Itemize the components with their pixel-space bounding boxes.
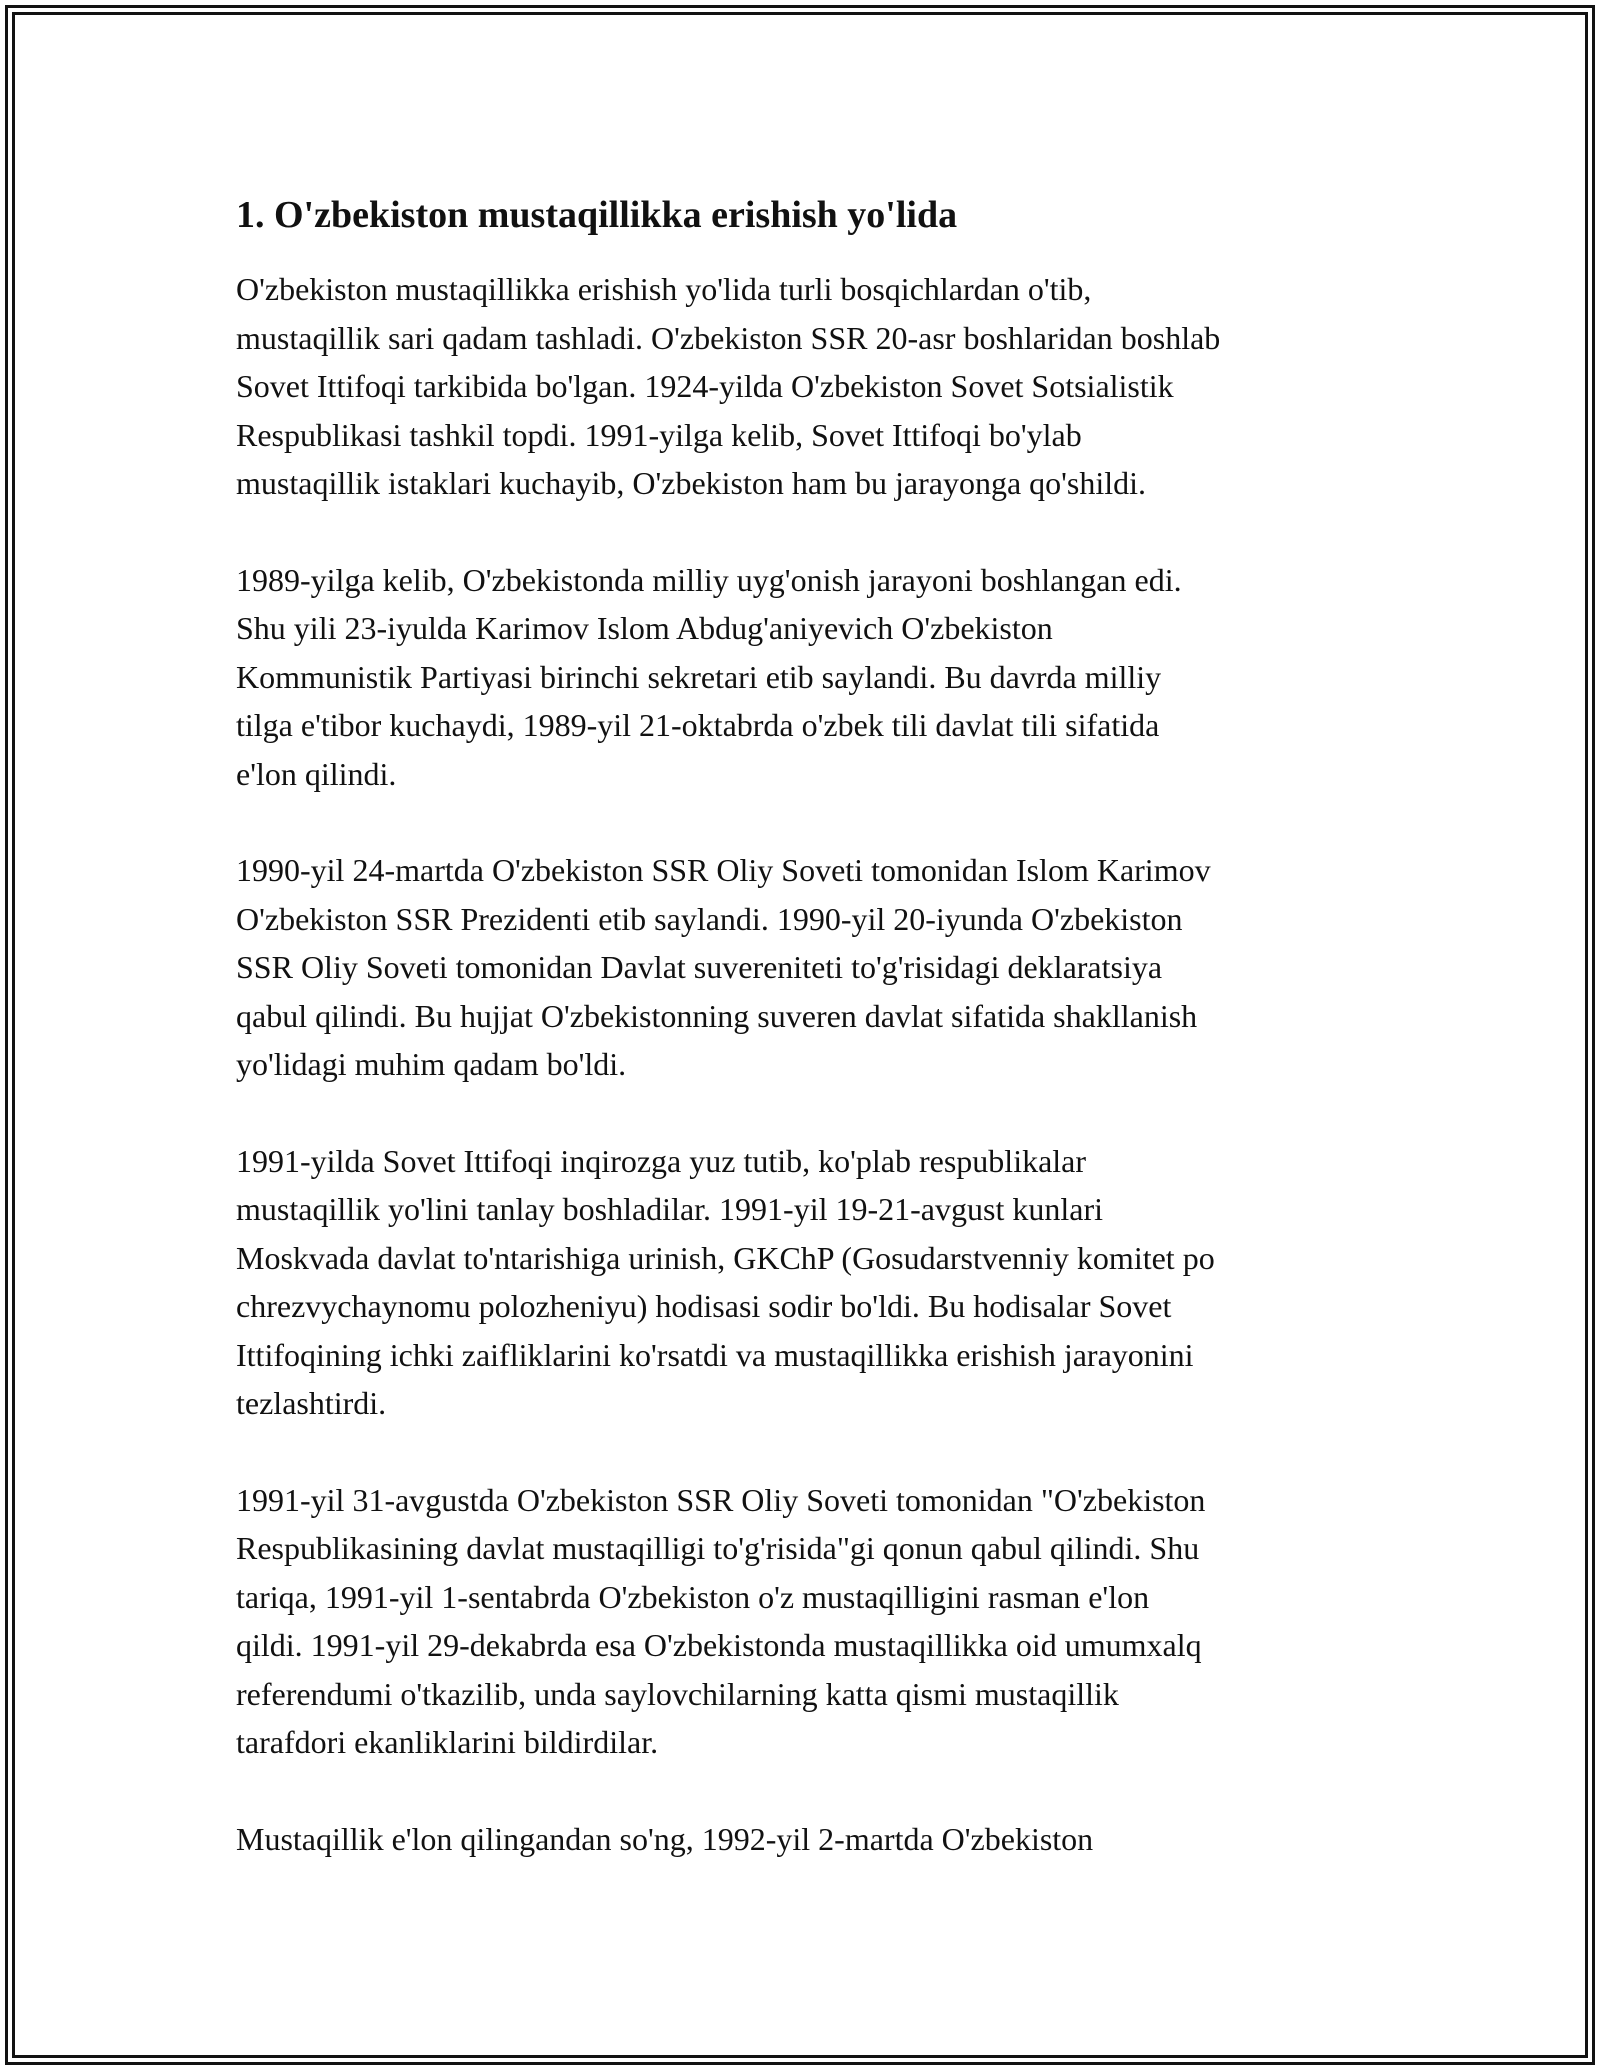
paragraph-line: qildi. 1991-yil 29-dekabrda esa O'zbekistonda mustaqillikka oid umumxalq <box>236 1627 1202 1663</box>
paragraph-line: yo'lidagi muhim qadam bo'ldi. <box>236 1046 627 1082</box>
paragraph-line: referendumi o'tkazilib, unda saylovchilarning katta qismi mustaqillik <box>236 1675 1119 1712</box>
paragraph-line: Mustaqillik e'lon qilingandan so'ng, 1992-yil 2-martda O'zbekiston <box>236 1820 1094 1857</box>
paragraph-line: e'lon qilindi. <box>236 755 397 792</box>
paragraph-line: Sovet Ittifoqi tarkibida bo'lgan. 1924-yilda O'zbekiston Sovet Sotsialistik <box>236 368 1174 404</box>
paragraph-line: Respublikasi tashkil topdi. 1991-yilga kelib, Sovet Ittifoqi bo'ylab <box>236 416 1082 453</box>
paragraph-line: tezlashtirdi. <box>236 1385 387 1421</box>
paragraph-line: mustaqillik yo'lini tanlay boshladilar. 1991-yil 19-21-avgust kunlari <box>236 1191 1103 1227</box>
paragraph-line: Ittifoqining ichki zaifliklarini ko'rsatdi va mustaqillikka erishish jarayonini <box>236 1336 1194 1373</box>
paragraph-line: Moskvada davlat to'ntarishiga urinish, GKChP (Gosudarstvenniy komitet po <box>236 1239 1215 1276</box>
paragraph-line: O'zbekiston SSR Prezidenti etib saylandi. 1990-yil 20-iyunda O'zbekiston <box>236 900 1183 937</box>
paragraph <box>236 1137 1386 1428</box>
paragraph-list <box>236 265 1386 1863</box>
paragraph-line: Kommunistik Partiyasi birinchi sekretari etib saylandi. Bu davrda milliy <box>236 658 1162 695</box>
paragraph-line: qabul qilindi. Bu hujjat O'zbekistonning suveren davlat sifatida shakllanish <box>236 997 1198 1034</box>
paragraph-line: SSR Oliy Soveti tomonidan Davlat suvereniteti to'g'risidagi deklaratsiya <box>236 949 1163 985</box>
paragraph-line: 1991-yilda Sovet Ittifoqi inqirozga yuz tutib, ko'plab respublikalar <box>236 1142 1087 1179</box>
paragraph <box>236 265 1386 508</box>
document-body <box>236 185 1386 1911</box>
paragraph-line: 1990-yil 24-martda O'zbekiston SSR Oliy Soveti tomonidan Islom Karimov <box>236 852 1211 888</box>
paragraph-line: tilga e'tibor kuchaydi, 1989-yil 21-oktabrda o'zbek tili davlat tili sifatida <box>236 707 1160 743</box>
paragraph <box>236 556 1386 799</box>
paragraph <box>236 1815 1386 1864</box>
paragraph <box>236 846 1386 1089</box>
paragraph-line: Shu yili 23-iyulda Karimov Islom Abdug'aniyevich O'zbekiston <box>236 610 1053 646</box>
paragraph-line: tariqa, 1991-yil 1-sentabrda O'zbekiston o'z mustaqilligini rasman e'lon <box>236 1578 1150 1615</box>
paragraph <box>236 1476 1386 1767</box>
paragraph-line: 1989-yilga kelib, O'zbekistonda milliy uyg'onish jarayoni boshlangan edi. <box>236 561 1182 598</box>
paragraph-line: O'zbekiston mustaqillikka erishish yo'lida turli bosqichlardan o'tib, <box>236 271 1092 307</box>
paragraph-line: mustaqillik sari qadam tashladi. O'zbekiston SSR 20-asr boshlaridan boshlab <box>236 319 1221 356</box>
paragraph-line: Respublikasining davlat mustaqilligi to'g'risida"gi qonun qabul qilindi. Shu <box>236 1530 1200 1566</box>
paragraph-line: 1991-yil 31-avgustda O'zbekiston SSR Oliy Soveti tomonidan "O'zbekiston <box>236 1481 1206 1518</box>
paragraph-line: chrezvychaynomu polozheniyu) hodisasi sodir bo'ldi. Bu hodisalar Sovet <box>236 1288 1172 1324</box>
paragraph-line: tarafdori ekanliklarini bildirdilar. <box>236 1724 659 1760</box>
section-heading: 1. O'zbekiston mustaqillikka erishish yo'lida <box>236 194 958 236</box>
paragraph-line: mustaqillik istaklari kuchayib, O'zbekiston ham bu jarayonga qo'shildi. <box>236 465 1147 501</box>
